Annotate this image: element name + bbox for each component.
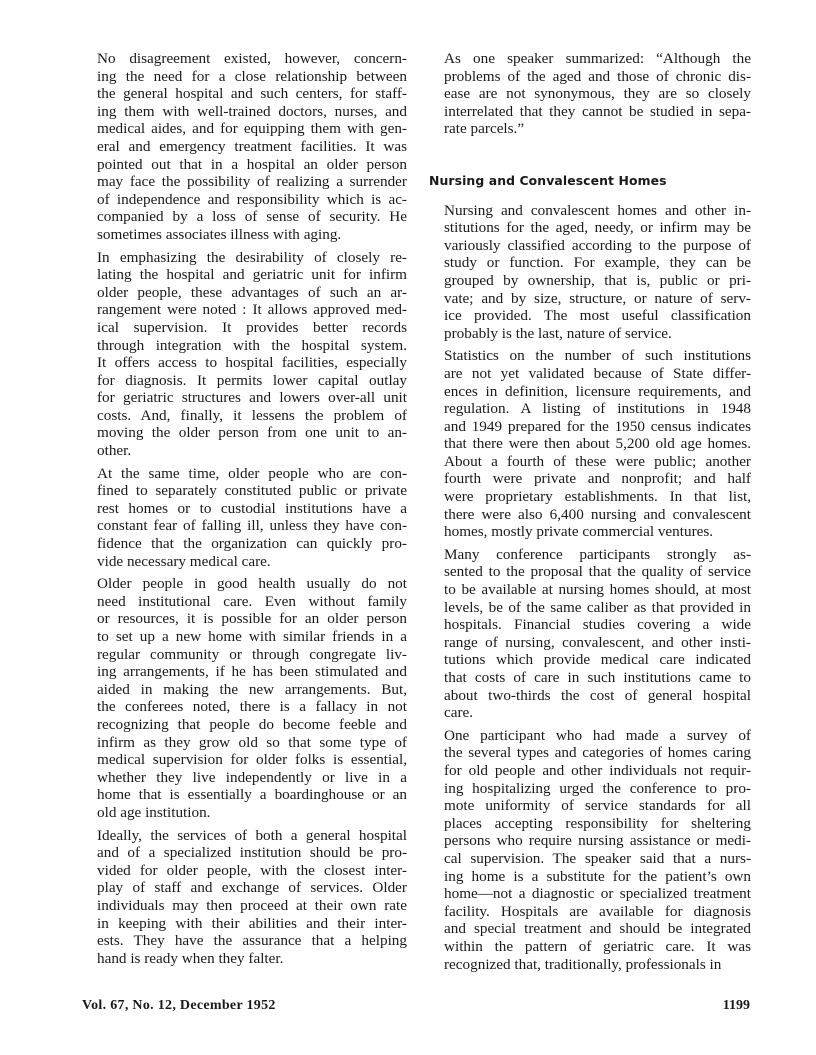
text-line: within the pattern of geriatric care. It was	[444, 937, 751, 955]
text-line: medical supervision for older folks is essential,	[97, 751, 407, 769]
text-line: fidence that the organization can quickly pro-	[97, 535, 407, 553]
text-line: grouped by ownership, that is, public or pri-	[444, 271, 751, 289]
quote-paragraph	[429, 50, 751, 138]
text-line: or resources, it is possible for an older person	[97, 610, 407, 628]
text-line: fourth were private and nonprofit; and half	[444, 470, 751, 488]
text-line: recognizing that people do become feeble and	[97, 715, 407, 733]
text-line: It offers access to hospital facilities, especially	[97, 354, 407, 372]
text-line: of independence and responsibility which is ac-	[97, 190, 407, 208]
text-line: there were also 6,400 nursing and convalescent	[444, 505, 751, 523]
text-line: for diagnosis. It permits lower capital outlay	[97, 371, 407, 389]
text-line: pointed out that in a hospital an older person	[97, 155, 407, 173]
text-line: about two-thirds the cost of general hospital	[444, 686, 751, 704]
text-line: facility. Hospitals are available for diagnosis	[444, 902, 751, 920]
text-line: through integration with the hospital system.	[97, 336, 407, 354]
body-paragraph	[82, 249, 407, 460]
section-body	[429, 202, 751, 974]
text-line: for geriatric structures and lowers over-all unit	[97, 389, 407, 407]
text-line: home—not a diagnostic or specialized treatment	[444, 885, 751, 903]
text-line: ing the need for a close relationship between	[97, 67, 407, 85]
text-line: hand is ready when they falter.	[97, 949, 284, 967]
text-line: Nursing and convalescent homes and other in-	[444, 201, 751, 219]
text-line: recognized that, traditionally, professionals in	[444, 955, 722, 973]
text-line: ests. They have the assurance that a helping	[97, 932, 407, 950]
right-column	[429, 50, 751, 973]
text-line: older people, these advantages of such an ar-	[97, 283, 407, 301]
text-line: aided in making the new arrangements. But,	[97, 680, 407, 698]
text-line: home that is essentially a boardinghouse or an	[97, 786, 407, 804]
text-line: rest homes or to custodial institutions have a	[97, 499, 407, 517]
text-line: sometimes associates illness with aging.	[97, 225, 342, 243]
text-line: interrelated that they cannot be studied in sepa-	[444, 102, 751, 120]
text-line: hospitals. Financial studies covering a wide	[444, 616, 751, 634]
text-line: in keeping with their abilities and their inter-	[97, 914, 407, 932]
text-line: to set up a new home with similar friends in a	[97, 628, 407, 645]
text-line: ing home is a substitute for the patient’s own	[444, 867, 751, 885]
text-line: probably is the last, nature of service.	[444, 324, 672, 342]
text-line: and special treatment and should be integrated	[444, 920, 751, 938]
text-line: vate; and by size, structure, or nature of serv-	[444, 289, 751, 307]
text-line: study or function. For example, they can be	[444, 254, 751, 272]
text-line: constant fear of falling ill, unless they have con-	[97, 517, 407, 535]
text-line: lating the hospital and geriatric unit for infirm	[97, 266, 407, 284]
text-line: that there were then about 5,200 old age homes.	[444, 435, 751, 453]
left-column	[82, 50, 407, 967]
text-line: ical supervision. It provides better records	[97, 318, 407, 336]
text-line: regular community or through congregate liv-	[97, 645, 407, 663]
body-paragraph	[429, 347, 751, 541]
text-line: play of staff and exchange of services. Older	[97, 879, 407, 897]
text-line: moving the older person from one unit to an-	[97, 424, 407, 442]
page-number: 1199	[722, 998, 750, 1013]
journal-citation: Vol. 67, No. 12, December 1952	[82, 998, 276, 1013]
body-paragraph	[82, 50, 407, 244]
text-line: whether they live independently or live in a	[97, 768, 407, 786]
text-line: About a fourth of these were public; another	[444, 452, 751, 470]
body-paragraph	[82, 827, 407, 968]
text-line: ences in definition, licensure requirements, and	[444, 382, 751, 400]
text-line: levels, be of the same caliber as that provided in	[444, 598, 751, 616]
text-line: stitutions for the aged, needy, or infirm may be	[444, 219, 751, 237]
text-line: infirm as they grow old so that some type of	[97, 733, 407, 751]
body-paragraph	[82, 465, 407, 571]
text-line: for old people and other individuals not requir-	[444, 761, 751, 779]
text-line: In emphasizing the desirability of closely re-	[97, 248, 407, 266]
text-line: to be available at nursing homes should, at most	[444, 581, 751, 599]
text-line: medical aides, and for equipping them with gen-	[97, 120, 407, 138]
text-line: Older people in good health usually do not	[97, 575, 407, 593]
text-line: and 1949 prepared for the 1950 census indicates	[444, 417, 751, 435]
text-line: tutions which provide medical care indicated	[444, 651, 751, 669]
text-line: ice provided. The most useful classification	[444, 307, 751, 325]
section-heading: Nursing and Convalescent Homes	[429, 172, 667, 188]
text-line: ease are not synonymous, they are so closely	[444, 85, 751, 103]
text-line: the general hospital and such centers, for staff-	[97, 85, 407, 103]
text-line: rangement were noted : It allows approved med-	[97, 301, 407, 319]
text-line: Statistics on the number of such institutions	[444, 347, 751, 365]
text-line: were proprietary establishments. In that list,	[444, 488, 751, 506]
text-line: No disagreement existed, however, concern-	[97, 50, 407, 67]
text-line: companied by a loss of sense of security. He	[97, 208, 407, 226]
text-line: eral and emergency treatment facilities. It was	[97, 137, 407, 155]
text-line: ing hospitalizing urged the conference to pro-	[444, 779, 751, 797]
text-line: sented to the proposal that the quality of service	[444, 563, 751, 581]
body-paragraph	[429, 202, 751, 343]
text-line: Ideally, the services of both a general hospital	[97, 826, 407, 844]
text-line: the conferees noted, there is a fallacy in not	[97, 698, 407, 716]
text-line: As one speaker summarized: “Although the	[444, 50, 751, 67]
body-paragraph	[429, 727, 751, 973]
text-line: old age institution.	[97, 803, 211, 821]
text-line: rate parcels.”	[444, 120, 525, 138]
text-line: One participant who had made a survey of	[444, 726, 751, 744]
text-line: places accepting responsibility for sheltering	[444, 814, 751, 832]
text-line: costs. And, finally, it lessens the problem of	[97, 406, 407, 424]
text-line: vide necessary medical care.	[97, 552, 271, 570]
body-paragraph	[429, 546, 751, 722]
text-line: ing arrangements, if he has been stimulated and	[97, 663, 407, 681]
text-line: the several types and categories of homes caring	[444, 744, 751, 762]
text-line: need institutional care. Even without family	[97, 592, 407, 610]
text-line: At the same time, older people who are con-	[97, 464, 407, 482]
text-line: Many conference participants strongly as-	[444, 545, 751, 563]
text-line: cal supervision. The speaker said that a nurs-	[444, 849, 751, 867]
body-paragraph	[82, 575, 407, 821]
text-line: variously classified according to the purpose of	[444, 236, 751, 254]
text-line: range of nursing, convalescent, and other insti-	[444, 633, 751, 651]
text-line: regulation. A listing of institutions in 1948	[444, 400, 751, 418]
text-line: may face the possibility of realizing a surrender	[97, 173, 407, 191]
text-line: and of a specialized institution should be pro-	[97, 844, 407, 862]
text-line: that costs of care in such institutions came to	[444, 669, 751, 686]
text-line: care.	[444, 704, 474, 722]
text-line: mote uniformity of service standards for all	[444, 797, 751, 815]
text-line: persons who require nursing assistance or medi-	[444, 832, 751, 850]
text-line: problems of the aged and those of chronic dis-	[444, 67, 751, 85]
text-line: homes, mostly private commercial ventures.	[444, 523, 714, 541]
text-line: fined to separately constituted public or private	[97, 482, 407, 500]
text-line: vided for older people, with the closest inter-	[97, 861, 407, 879]
text-line: are not yet validated because of State differ-	[444, 364, 751, 382]
text-line: other.	[97, 442, 132, 460]
text-line: ing them with well-trained doctors, nurses, and	[97, 102, 407, 120]
text-line: individuals may then proceed at their own rate	[97, 896, 407, 914]
